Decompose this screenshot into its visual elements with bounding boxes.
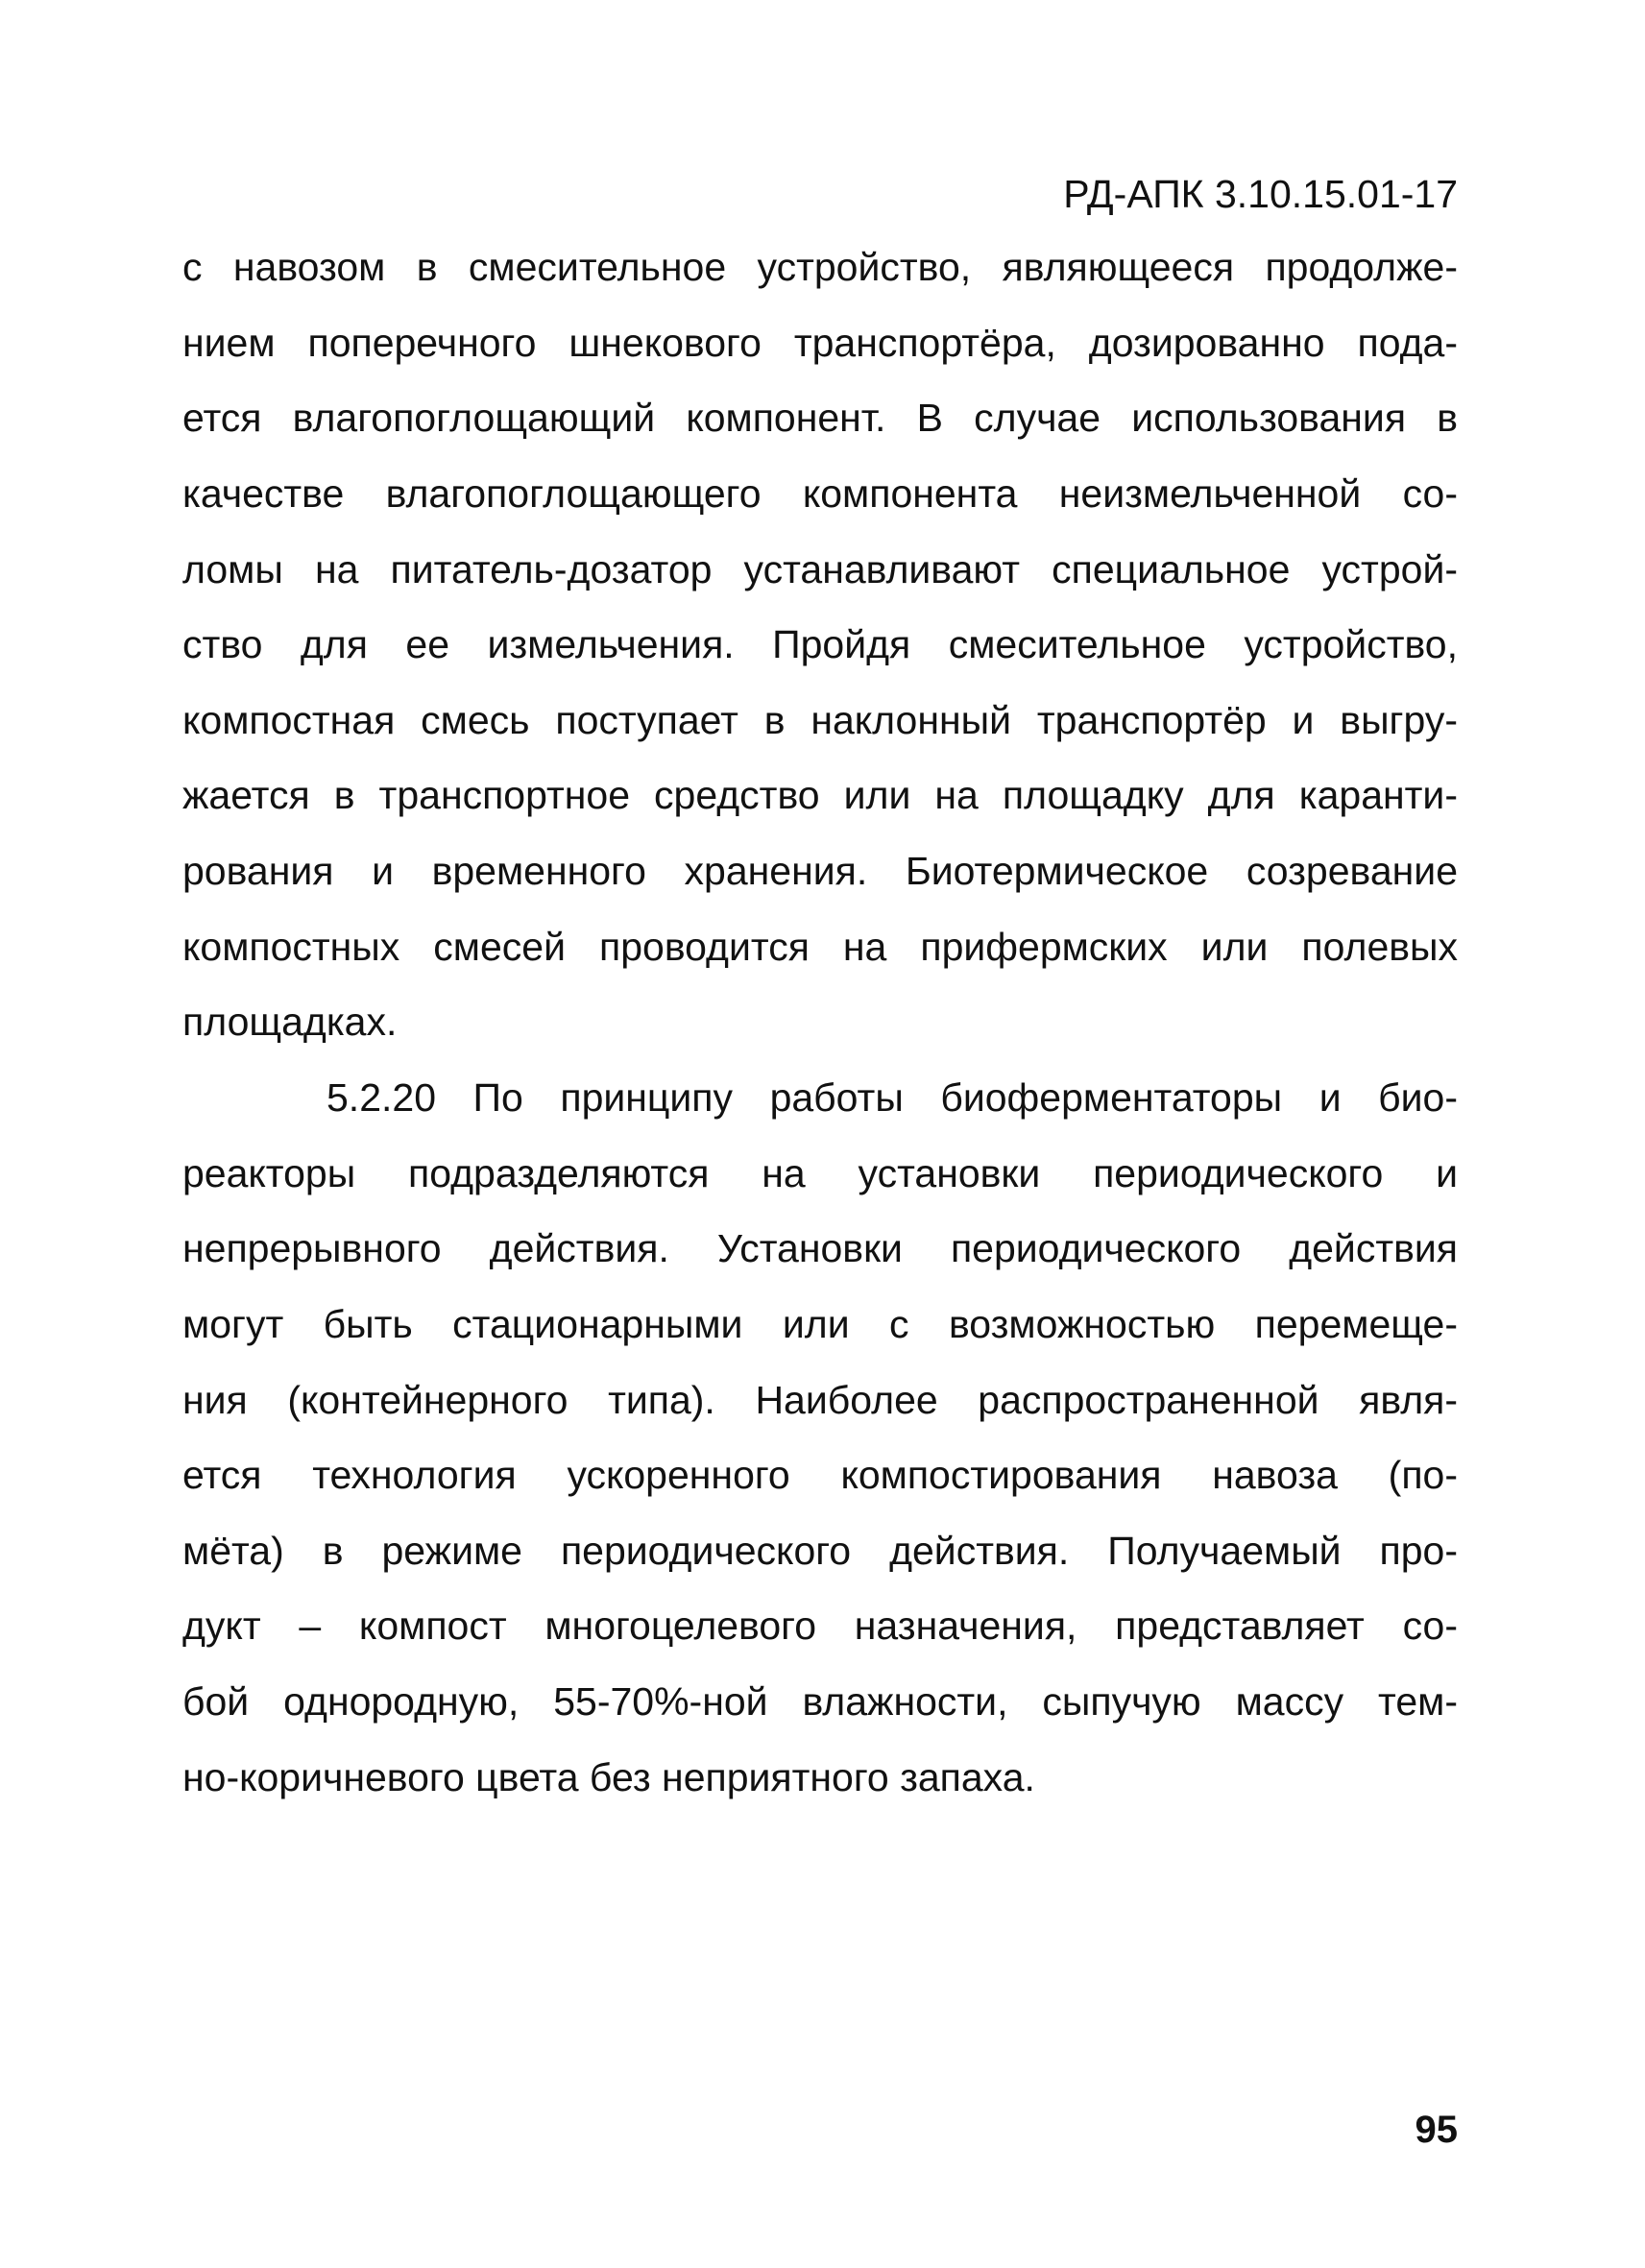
paragraph-line: с навозом в смесительное устройство, являющееся продолже- xyxy=(182,245,1458,289)
paragraph-line: жается в транспортное средство или на площадку для каранти- xyxy=(182,773,1458,817)
paragraph-line: качестве влагопоглощающего компонента неизмельченной со- xyxy=(182,471,1458,516)
paragraph-line: площадках. xyxy=(182,1000,398,1044)
paragraph-line: дукт – компост многоцелевого назначения, представляет со- xyxy=(182,1604,1458,1648)
paragraph-line: ломы на питатель-дозатор устанавливают специальное устрой- xyxy=(182,547,1458,591)
paragraph-line: ство для ее измельчения. Пройдя смесительное устройство, xyxy=(182,622,1458,666)
paragraph-line: мёта) в режиме периодического действия. Получаемый про- xyxy=(182,1529,1458,1573)
paragraph-line: ния (контейнерного типа). Наиболее распространенной явля- xyxy=(182,1378,1458,1422)
paragraph-line: 5.2.20 По принципу работы биоферментаторы и био- xyxy=(327,1075,1458,1120)
paragraph-line: нием поперечного шнекового транспортёра, дозированно пода- xyxy=(182,321,1458,365)
page-number: 95 xyxy=(1415,2109,1458,2151)
paragraph-line: ется влагопоглощающий компонент. В случае использования в xyxy=(182,396,1458,440)
paragraph-line: могут быть стационарными или с возможностью перемеще- xyxy=(182,1302,1458,1346)
paragraph-line: но-коричневого цвета без неприятного запаха. xyxy=(182,1755,1035,1799)
paragraph-line: ется технология ускоренного компостирования навоза (по- xyxy=(182,1453,1458,1497)
paragraph-line: реакторы подразделяются на установки периодического и xyxy=(182,1151,1458,1195)
paragraph-line: непрерывного действия. Установки периодического действия xyxy=(182,1226,1458,1270)
paragraph-line: компостных смесей проводится на прифермских или полевых xyxy=(182,925,1458,969)
document-code: РД-АПК 3.10.15.01-17 xyxy=(1063,172,1458,216)
paragraph-line: бой однородную, 55-70%-ной влажности, сыпучую массу тем- xyxy=(182,1679,1458,1724)
paragraph-line: компостная смесь поступает в наклонный транспортёр и выгру- xyxy=(182,698,1458,742)
paragraph-line: рования и временного хранения. Биотермическое созревание xyxy=(182,849,1458,893)
